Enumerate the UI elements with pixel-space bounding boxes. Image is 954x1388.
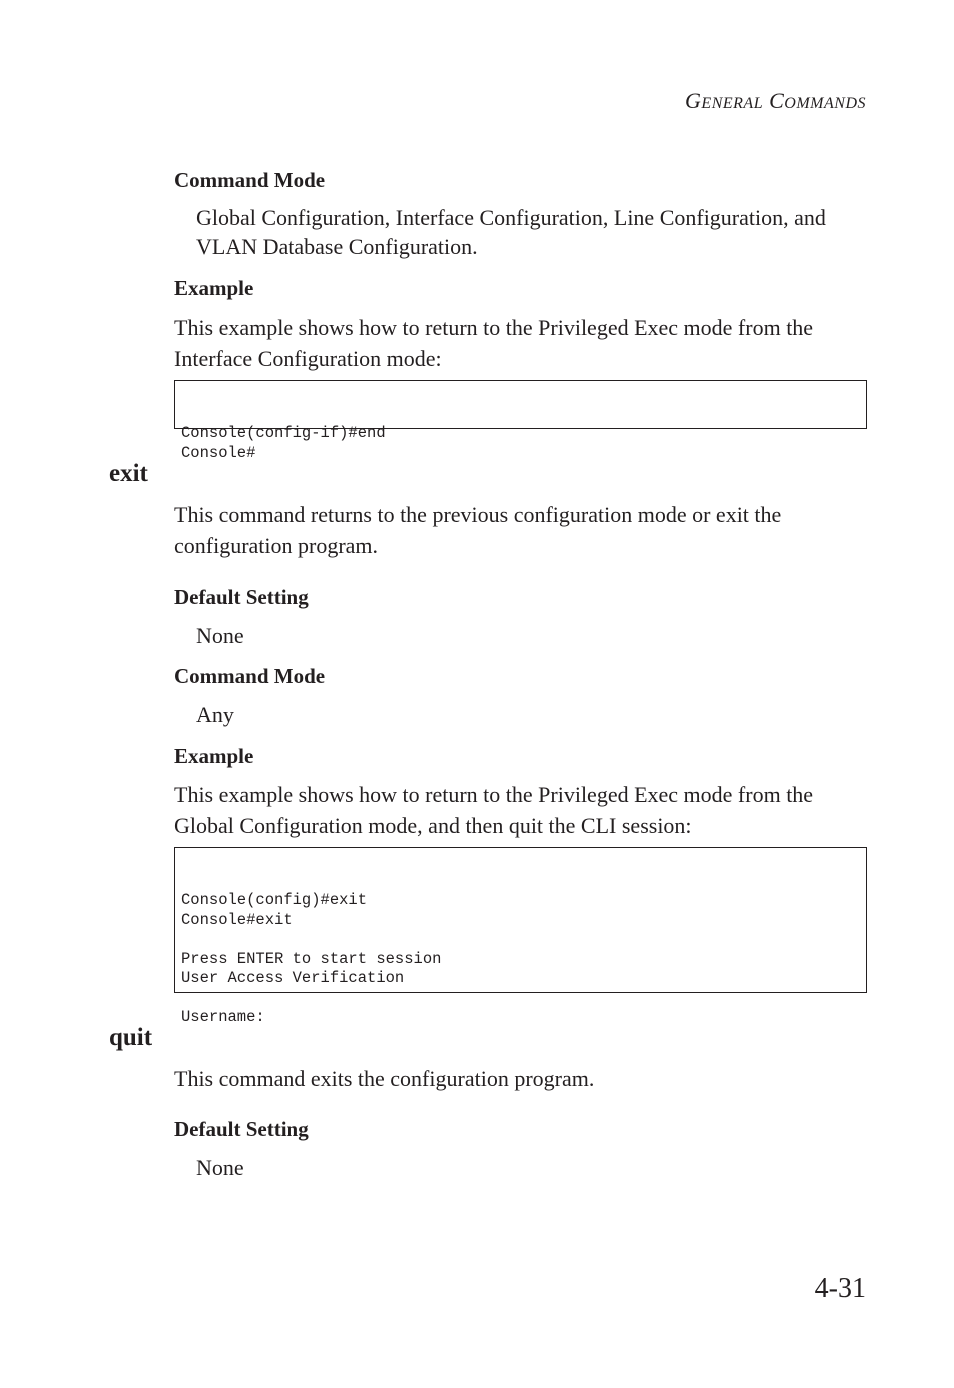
example-heading: Example — [174, 276, 254, 300]
running-header-word-general: ENERAL — [701, 95, 764, 112]
example-text: This example shows how to return to the Privileged Exec mode from the Interface Configuration mode: — [174, 315, 814, 371]
code-line: Console(config-if)#end — [181, 424, 386, 442]
exit-command-mode-value: Any — [196, 702, 234, 727]
quit-section-title: quit — [109, 1024, 153, 1051]
code-line — [181, 930, 860, 950]
code-line — [181, 989, 860, 1009]
exit-example-heading: Example — [174, 744, 254, 768]
exit-section-title: exit — [109, 460, 148, 487]
running-header-initial-g: G — [685, 88, 702, 113]
exit-default-setting-heading: Default Setting — [174, 585, 309, 609]
quit-default-setting-heading: Default Setting — [174, 1117, 309, 1141]
code-example-block — [174, 380, 867, 462]
code-line: Console#exit — [181, 910, 293, 929]
quit-description: This command exits the configuration program. — [174, 1066, 595, 1091]
exit-example-text: This example shows how to return to the Privileged Exec mode from the Global Configuration mode, and then quit the CLI session: — [174, 782, 814, 838]
command-mode-heading: Command Mode — [174, 168, 326, 192]
exit-command-mode-heading: Command Mode — [174, 664, 326, 688]
running-header — [685, 88, 866, 114]
code-line: Press ENTER to start session — [181, 949, 442, 968]
code-line: Username: — [181, 1008, 265, 1026]
exit-code-example-block — [174, 847, 867, 1026]
page-number: 4-31 — [814, 1273, 866, 1304]
code-line: Console(config)#exit — [181, 891, 368, 909]
exit-description: This command returns to the previous configuration mode or exit the configuration program. — [174, 502, 782, 558]
code-line: Console# — [181, 443, 256, 462]
code-line: User Access Verification — [181, 969, 405, 987]
exit-default-setting-value: None — [196, 623, 244, 648]
running-header-initial-c: C — [763, 88, 785, 113]
running-header-word-commands: OMMANDS — [784, 95, 866, 112]
command-mode-text: Global Configuration, Interface Configuration, Line Configuration, and VLAN Database Configuration. — [196, 205, 826, 259]
quit-default-setting-value: None — [196, 1155, 244, 1180]
